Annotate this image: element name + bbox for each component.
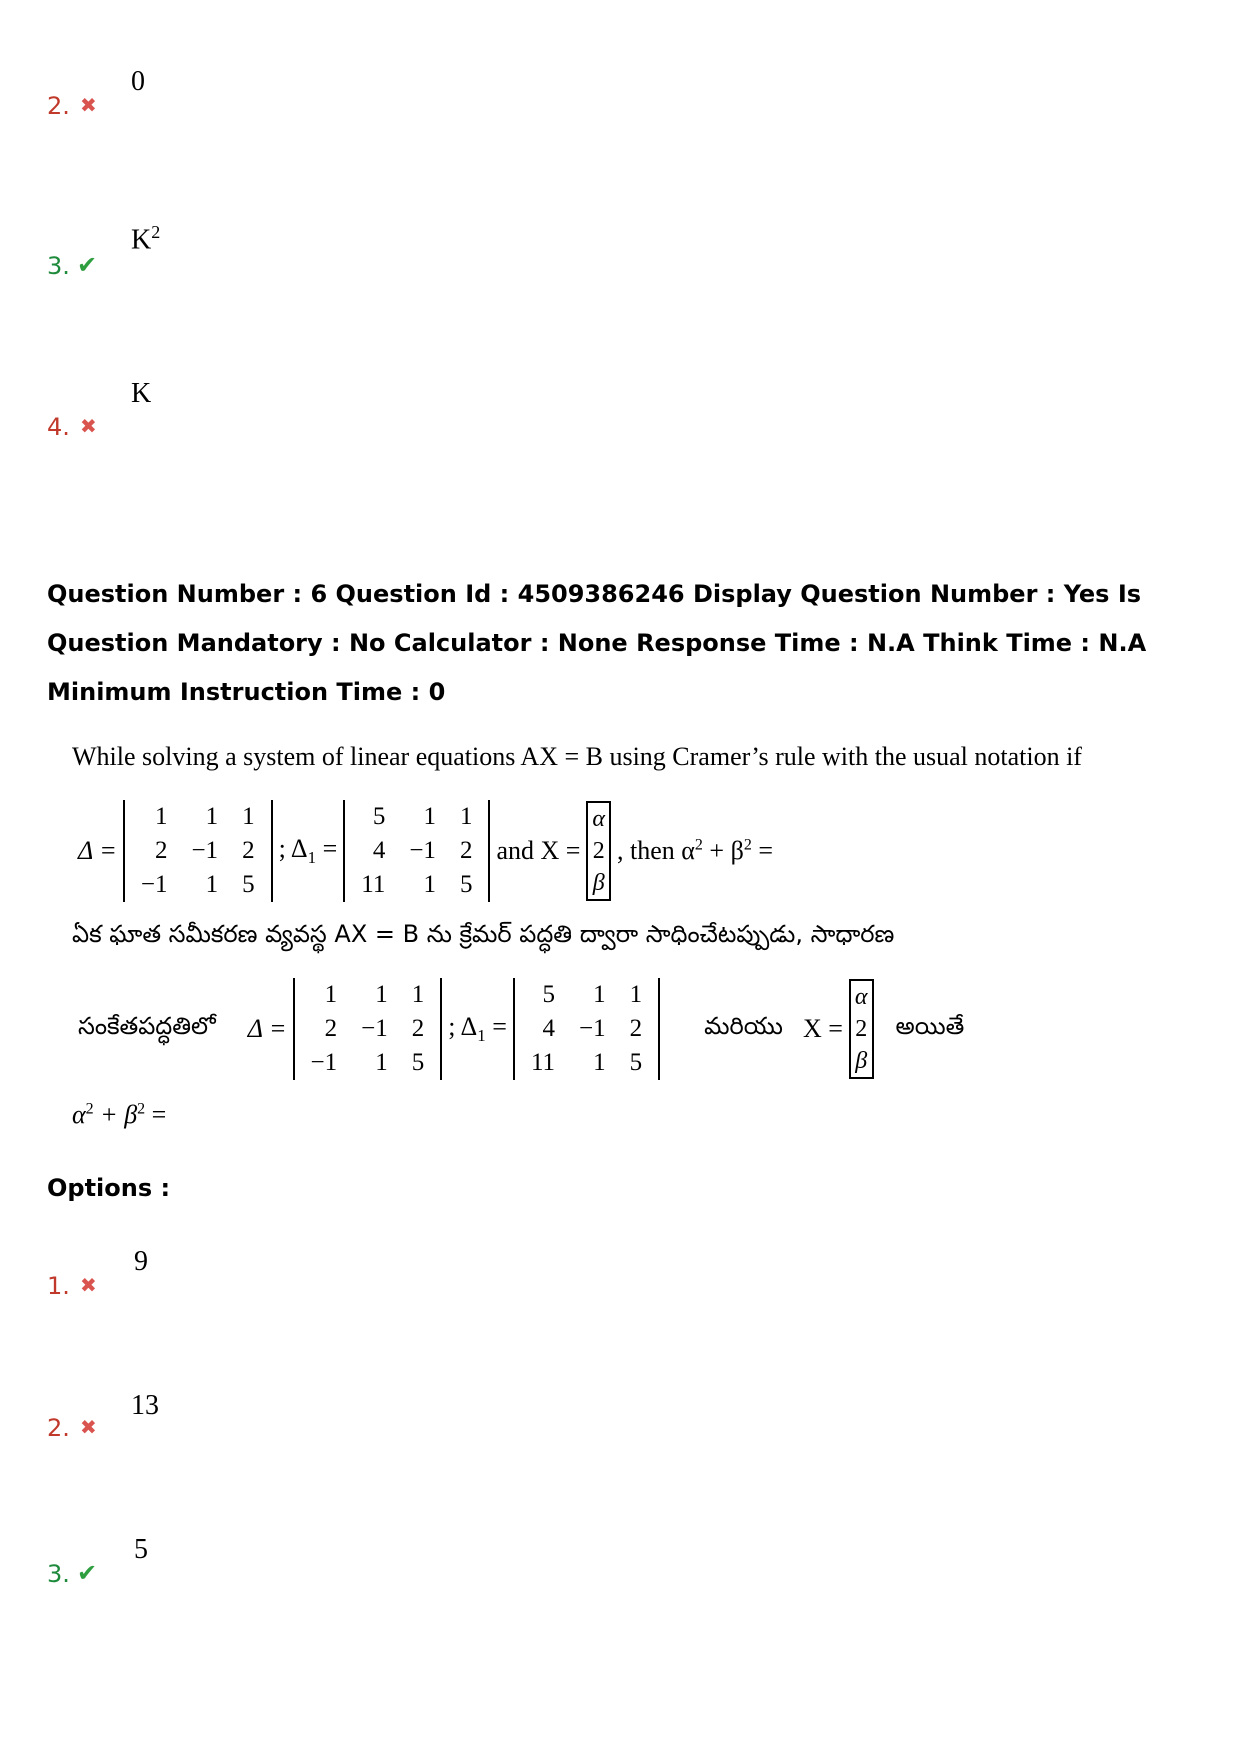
then-text: , then α [617,836,695,865]
matrix-cell: 1 [205,803,219,830]
x-vector [586,801,611,901]
correct-mark-icon: ✔ [77,1559,98,1587]
question-equation-en [72,800,779,902]
vector-cell: α [854,984,868,1010]
then-expression [617,836,773,866]
matrix-cell: −1 [579,1015,606,1042]
plus-beta: + β [93,1100,138,1129]
vector-cell: β [592,870,605,896]
matrix-cell: 1 [205,871,219,898]
option-2-value: 13 [131,1390,159,1421]
matrix-cell: −1 [140,871,168,898]
vector-cell: 2 [592,838,605,864]
delta-label: Δ = [78,836,117,865]
final-expression [72,1100,166,1130]
matrix-cell: 4 [372,837,386,864]
alpha-exponent: 2 [694,836,703,854]
matrix-cell: 1 [154,803,168,830]
prev-option-3-value [131,222,160,256]
delta1-subscript: 1 [477,1026,486,1046]
delta1-symbol: ; Δ [278,833,308,863]
delta1-subscript: 1 [307,848,317,868]
alpha: α [72,1100,86,1129]
matrix-cell: 2 [629,1015,643,1042]
matrix-cell: −1 [409,837,436,864]
and-text: and X = [496,836,581,865]
value-base: K [131,224,152,256]
vector-cell: 2 [855,1016,868,1042]
telugu-prefix: సంకేతపద్ధతిలో [78,1012,216,1040]
matrix-cell: 5 [411,1049,425,1076]
option-3-value: 5 [134,1534,148,1565]
matrix-cell: −1 [310,1049,338,1076]
option-number: 3. [47,252,70,280]
wrong-mark-icon: ✖ [80,414,97,438]
question-telugu-line1: ఏక ఘాత సమీకరణ వ్యవస్థ AX = B ను క్రేమర్ పద్ధతి ద్వారా సాధించేటప్పుడు, సాధారణ [72,920,895,948]
matrix-cell: 2 [324,1015,338,1042]
x-equals: X = [802,1014,843,1043]
delta1-eq: = [322,833,338,863]
delta1-label-te [448,1012,507,1046]
telugu-and: మరియు [704,1012,783,1040]
matrix-cell: 5 [629,1049,643,1076]
matrix-cell: 1 [593,981,606,1008]
matrix-cell: 1 [629,981,643,1008]
question-meta: Question Number : 6 Question Id : 4509386246 Display Question Number : Yes Is Question Mandatory : No Calculator : None Response Time : N.A Think Time : N.A Minimum Instruction Time : 0 [47,580,1147,706]
delta1-symbol: ; Δ [448,1011,478,1041]
option-number: 2. [47,1414,70,1442]
matrix-cell: 1 [411,981,425,1008]
option-1-value: 9 [134,1246,148,1277]
correct-mark-icon: ✔ [77,251,98,279]
matrix-cell: 1 [423,871,436,898]
wrong-mark-icon: ✖ [80,1273,97,1297]
matrix-cell: 11 [361,871,386,898]
matrix-cell: 5 [459,871,473,898]
then-eq: = [751,836,773,865]
option-number: 2. [47,92,70,120]
matrix-cell: 2 [154,837,168,864]
matrix-cell: 4 [542,1015,556,1042]
delta1-eq: = [492,1011,507,1041]
equals: = [145,1100,167,1129]
x-vector-te [849,979,874,1079]
plus-beta: + β [702,836,744,865]
matrix-cell: 5 [372,803,386,830]
matrix-cell: 1 [593,1049,606,1076]
vector-cell: β [855,1048,868,1074]
matrix-cell: −1 [361,1015,388,1042]
delta-matrix-te [293,978,443,1080]
matrix-cell: 1 [324,981,338,1008]
beta-exponent: 2 [743,836,752,854]
matrix-cell: 1 [375,981,388,1008]
delta1-label [279,834,338,868]
option-number: 4. [47,413,70,441]
value-exponent: 2 [151,222,161,242]
delta-label: Δ = [247,1014,287,1043]
matrix-cell: 1 [423,803,436,830]
question-equation-te [72,978,970,1080]
matrix-cell: 5 [242,871,255,898]
delta1-matrix-te [513,978,660,1080]
alpha-exponent: 2 [85,1100,94,1118]
beta-exponent: 2 [137,1100,146,1118]
matrix-cell: −1 [191,837,219,864]
delta1-matrix [343,800,490,902]
vector-cell: α [592,806,606,832]
matrix-cell: 5 [542,981,556,1008]
matrix-cell: 2 [242,837,255,864]
matrix-cell: 2 [411,1015,425,1042]
question-english-text: While solving a system of linear equations AX = B using Cramer’s rule with the usual notation if [72,742,1082,771]
prev-option-4-value: K [131,378,152,409]
matrix-cell: 1 [375,1049,388,1076]
wrong-mark-icon: ✖ [80,93,97,117]
option-number: 1. [47,1272,70,1300]
matrix-cell: 1 [242,803,255,830]
matrix-cell: 1 [459,803,473,830]
telugu-then: అయితే [895,1012,965,1040]
wrong-mark-icon: ✖ [80,1415,97,1439]
prev-option-2-value: 0 [131,66,145,97]
options-label: Options : [47,1174,171,1202]
matrix-cell: 11 [530,1049,556,1076]
option-number: 3. [47,1560,70,1588]
matrix-cell: 2 [459,837,473,864]
delta-matrix [123,800,273,902]
